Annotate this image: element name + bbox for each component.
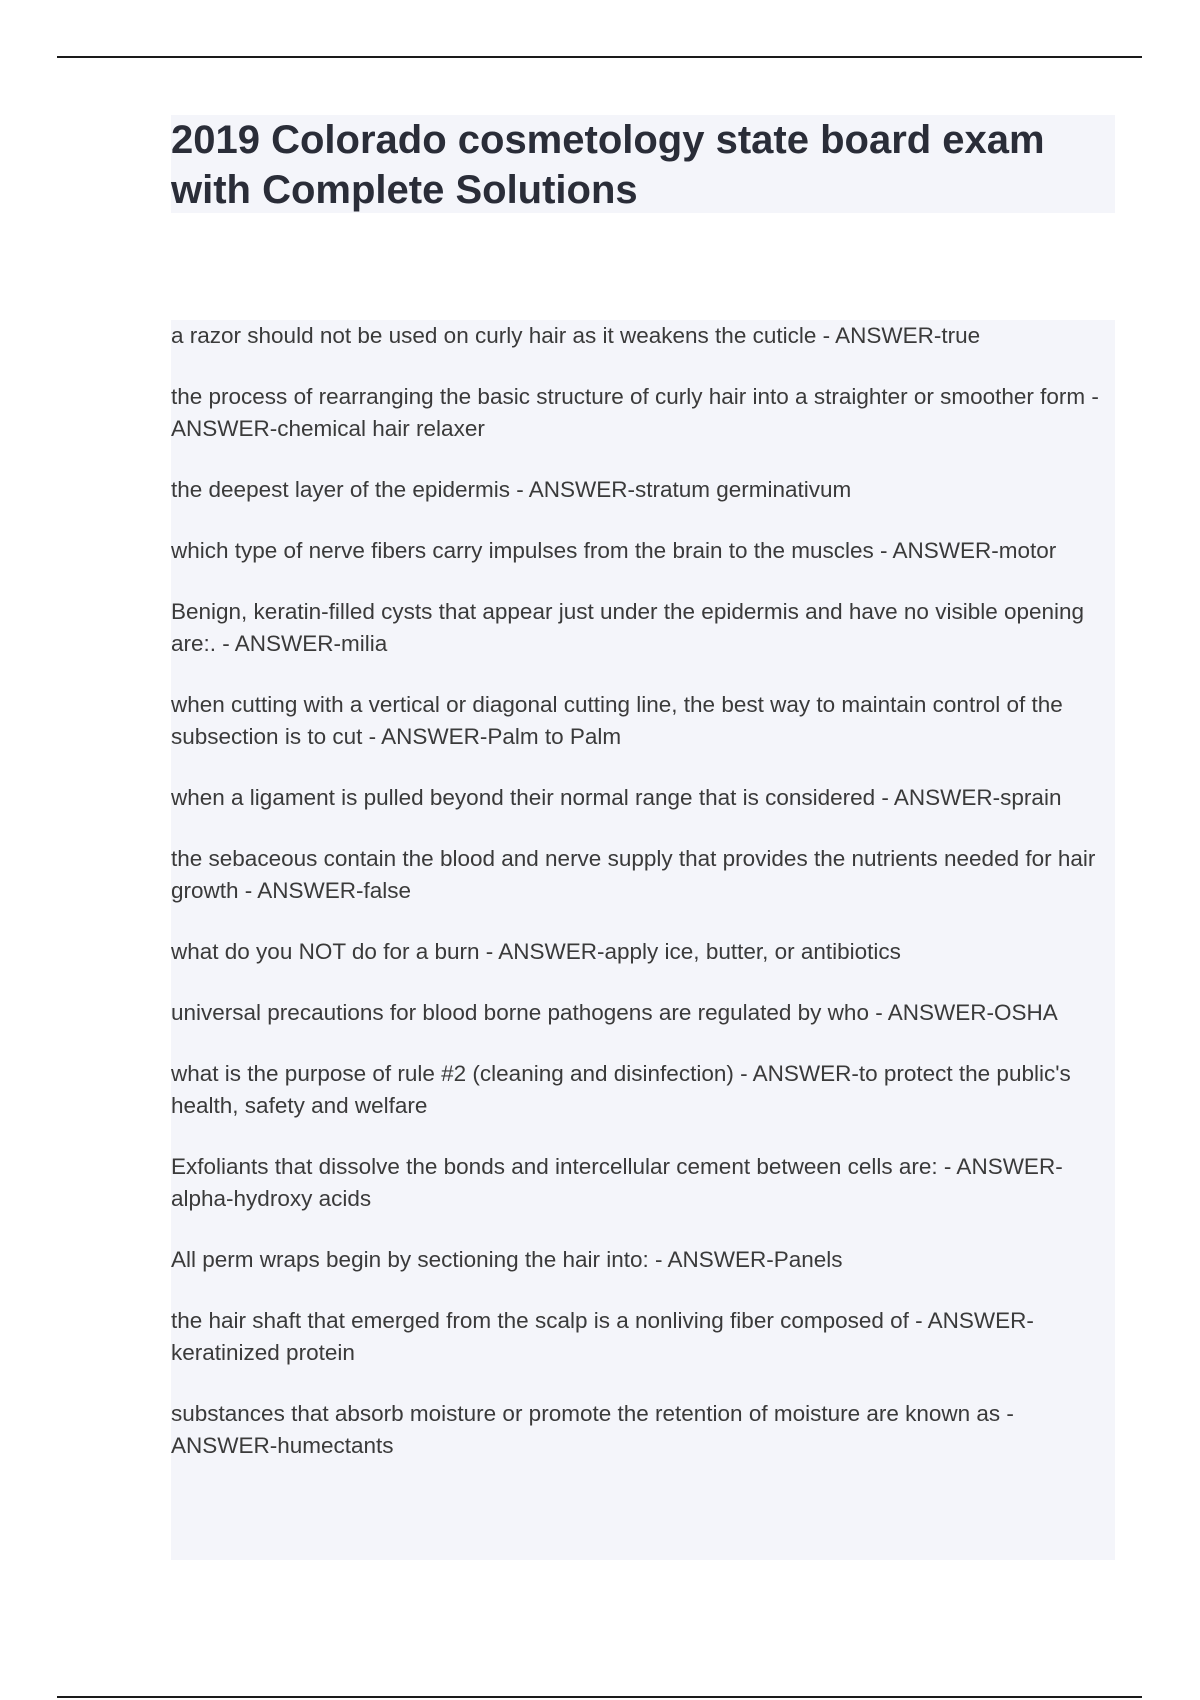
top-rule xyxy=(57,56,1142,58)
qa-item: which type of nerve fibers carry impulses from the brain to the muscles - ANSWER-motor xyxy=(171,538,1057,563)
title-block xyxy=(171,115,1115,213)
document-title-line-1: 2019 Colorado cosmetology state board exam xyxy=(171,118,1045,162)
qa-item: what do you NOT do for a burn - ANSWER-apply ice, butter, or antibiotics xyxy=(171,939,901,964)
bottom-rule xyxy=(57,1696,1142,1698)
qa-item: the hair shaft that emerged from the scalp is a nonliving fiber composed of - ANSWER-keratinized protein xyxy=(171,1308,1034,1365)
qa-item: the deepest layer of the epidermis - ANSWER-stratum germinativum xyxy=(171,477,852,502)
qa-list xyxy=(171,320,1115,1462)
qa-item: when a ligament is pulled beyond their normal range that is considered - ANSWER-sprain xyxy=(171,785,1062,810)
qa-item: a razor should not be used on curly hair as it weakens the cuticle - ANSWER-true xyxy=(171,323,981,348)
qa-item: Benign, keratin-filled cysts that appear just under the epidermis and have no visible opening are:. - ANSWER-milia xyxy=(171,599,1085,656)
qa-item: All perm wraps begin by sectioning the hair into: - ANSWER-Panels xyxy=(171,1247,843,1272)
qa-item: substances that absorb moisture or promote the retention of moisture are known as - ANSWER-humectants xyxy=(171,1401,1014,1458)
qa-item: universal precautions for blood borne pathogens are regulated by who - ANSWER-OSHA xyxy=(171,1000,1058,1025)
document-title xyxy=(171,115,1115,215)
qa-item: Exfoliants that dissolve the bonds and intercellular cement between cells are: - ANSWER-alpha-hydroxy acids xyxy=(171,1154,1063,1211)
qa-item: the sebaceous contain the blood and nerve supply that provides the nutrients needed for hair growth - ANSWER-false xyxy=(171,846,1096,903)
qa-item: what is the purpose of rule #2 (cleaning and disinfection) - ANSWER-to protect the public's health, safety and welfare xyxy=(171,1061,1071,1118)
document-title-line-2: with Complete Solutions xyxy=(171,168,638,212)
qa-item: when cutting with a vertical or diagonal cutting line, the best way to maintain control of the subsection is to cut - ANSWER-Palm to Palm xyxy=(171,692,1063,749)
qa-item: the process of rearranging the basic structure of curly hair into a straighter or smoother form - ANSWER-chemical hair relaxer xyxy=(171,384,1099,441)
qa-block xyxy=(171,320,1115,1560)
